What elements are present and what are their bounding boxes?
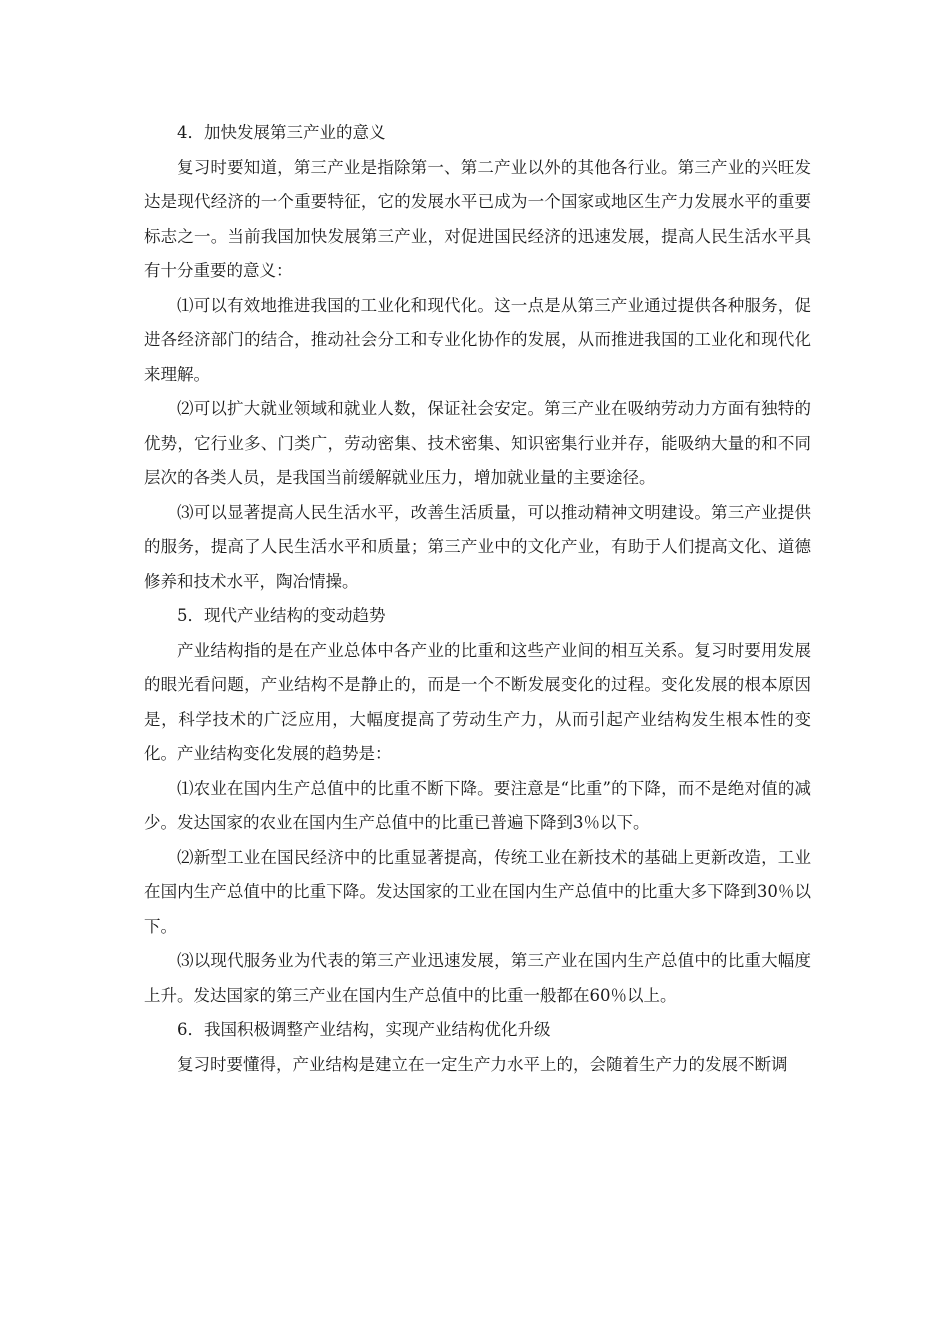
paragraph-intro-tertiary: 复习时要知道，第三产业是指除第一、第二产业以外的其他各行业。第三产业的兴旺发达是现代经济的一个重要特征，它的发展水平已成为一个国家或地区生产力发展水平的重要标志之一。当前我国加快发展第三产业，对促进国民经济的迅速发展，提高人民生活水平具有十分重要的意义： <box>144 157 811 280</box>
section-heading-4: 4．加快发展第三产业的意义 <box>177 123 386 142</box>
section-heading-5: 5．现代产业结构的变动趋势 <box>177 606 386 625</box>
section-heading-6: 6．我国积极调整产业结构，实现产业结构优化升级 <box>177 1020 551 1039</box>
paragraph-trend-2: ⑵新型工业在国民经济中的比重显著提高，传统工业在新技术的基础上更新改造，工业在国内生产总值中的比重下降。发达国家的工业在国内生产总值中的比重大多下降到30％以下。 <box>144 847 811 936</box>
paragraph-point-3: ⑶可以显著提高人民生活水平，改善生活质量，可以推动精神文明建设。第三产业提供的服务，提高了人民生活水平和质量；第三产业中的文化产业，有助于人们提高文化、道德修养和技术水平，陶冶情操。 <box>144 502 811 591</box>
document-body <box>144 116 811 1082</box>
paragraph-intro-adjust: 复习时要懂得，产业结构是建立在一定生产力水平上的，会随着生产力的发展不断调 <box>177 1054 788 1074</box>
paragraph-trend-1: ⑴农业在国内生产总值中的比重不断下降。要注意是“比重”的下降，而不是绝对值的减少。发达国家的农业在国内生产总值中的比重已普遍下降到3％以下。 <box>144 778 811 832</box>
paragraph-point-1: ⑴可以有效地推进我国的工业化和现代化。这一点是从第三产业通过提供各种服务，促进各经济部门的结合，推动社会分工和专业化协作的发展，从而推进我国的工业化和现代化来理解。 <box>144 295 811 384</box>
paragraph-point-2: ⑵可以扩大就业领域和就业人数，保证社会安定。第三产业在吸纳劳动力方面有独特的优势，它行业多、门类广，劳动密集、技术密集、知识密集行业并存，能吸纳大量的和不同层次的各类人员，是我国当前缓解就业压力，增加就业量的主要途径。 <box>144 399 811 487</box>
paragraph-trend-3: ⑶以现代服务业为代表的第三产业迅速发展，第三产业在国内生产总值中的比重大幅度上升。发达国家的第三产业在国内生产总值中的比重一般都在60％以上。 <box>144 951 811 1005</box>
paragraph-intro-structure: 产业结构指的是在产业总体中各产业的比重和这些产业间的相互关系。复习时要用发展的眼光看问题，产业结构不是静止的，而是一个不断发展变化的过程。变化发展的根本原因是，科学技术的广泛应用，大幅度提高了劳动生产力，从而引起产业结构发生根本性的变化。产业结构变化发展的趋势是： <box>144 640 811 763</box>
